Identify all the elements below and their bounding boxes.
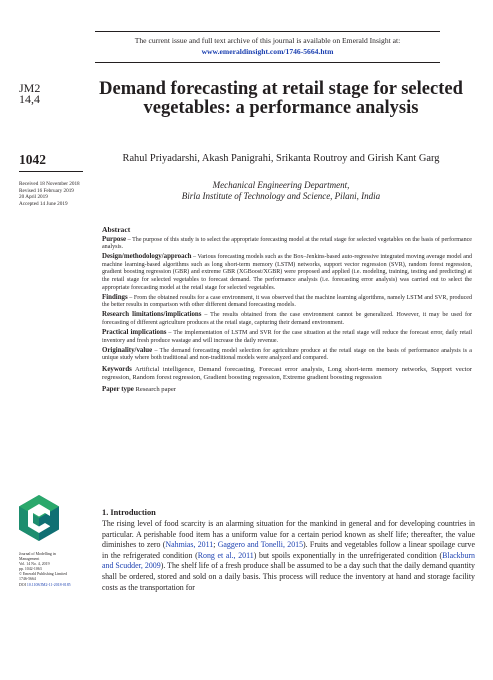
journal-issn: 1746-5664 xyxy=(19,577,36,582)
journal-volume: 14,4 xyxy=(19,92,40,106)
abstract-purpose xyxy=(102,236,472,252)
intro-text-4: ) but spoils exponentially in the unrefrigerated condition ( xyxy=(253,550,443,560)
journal-name-2: Management xyxy=(19,557,40,562)
originality-label: Originality/value xyxy=(102,346,153,354)
purpose-text: – The purpose of this study is to select the appropriate forecasting model at the retail stage for selected vegetables on the basis of performance analysis. xyxy=(102,236,472,251)
intro-text-3: ). Fruits and vegetables follow a linear spoilage curve in the refrigerated condition ( xyxy=(102,540,475,560)
limitations-label: Research limitations/implications xyxy=(102,311,202,319)
findings-text: – From the obtained results for a case environment, it was observed that the machine learning algorithms, namely LSTM and SVR, produced the better results in comparison with other different demand forecasting models. xyxy=(102,294,472,309)
journal-link[interactable]: www.emeraldinsight.com/1746-5664.htm xyxy=(201,47,334,56)
affiliation-institute: Birla Institute of Technology and Science, Pilani, India xyxy=(181,191,381,201)
doi-line xyxy=(19,583,81,588)
limitations-text: – The results obtained from the case environment cannot be generalized. However, it may be used for forecasting of different agriculture produces at the retail stage, capturing their demand environment. xyxy=(102,312,472,327)
paper-type-label: Paper type xyxy=(102,385,134,393)
doi-link[interactable]: 10.1108/JM2-11-2018-0185 xyxy=(26,582,71,587)
journal-code-block xyxy=(19,83,83,105)
journal-name: Journal of Modelling in xyxy=(19,552,56,556)
affiliation-department: Mechanical Engineering Department, xyxy=(212,180,350,190)
keywords-text: Artificial intelligence, Demand forecasting, Forecast error analysis, Long short-term memory networks, Support vector regression, Random forest regression, Gradient boosting regression, Extreme gradient boosting regression xyxy=(102,366,472,382)
paper-type-text: Research paper xyxy=(133,385,176,393)
affiliation xyxy=(96,180,466,202)
publisher-logo-icon xyxy=(19,495,59,541)
journal-pages: pp. 1042-1063 xyxy=(19,567,42,572)
abstract xyxy=(102,226,472,395)
findings-label: Findings xyxy=(102,293,128,301)
banner-text: The current issue and full text archive of this journal is available on Emerald Insight at: xyxy=(134,36,401,45)
abstract-findings xyxy=(102,294,472,310)
citation-link[interactable]: Blackburn and Scudder, 2009 xyxy=(102,550,475,571)
journal-info xyxy=(19,552,81,588)
introduction-paragraph xyxy=(102,519,475,593)
design-text: – Various forecasting models such as the Box–Jenkins-based auto-regressive integrated moving average model and machine learning-based algorithms such as long short-term memory (LSTM) networks, support vector regression (SVR), random forest regression, gradient boosting regression (GBR) and extreme GBR (XGBoost/XGBR) were proposed and applied (i.e. modeling, training, testing and predicting) at the retail stage for selected vegetables to forecast demand. The performance analysis (i.e. forecasting error analysis) was carried out to select the appropriate forecasting model at the retail stage for selected vegetables. xyxy=(102,254,472,291)
journal-code: JM2 xyxy=(19,81,41,95)
citation-link[interactable]: Nahmias, 2011 xyxy=(165,540,214,550)
abstract-paper-type xyxy=(102,386,472,394)
journal-volume-issue: Vol. 14 No. 4, 2019 xyxy=(19,562,50,567)
abstract-heading: Abstract xyxy=(102,225,131,234)
citation-link[interactable]: Gaggero and Tonelli, 2015 xyxy=(217,540,304,550)
abstract-originality xyxy=(102,347,472,363)
history-dates xyxy=(19,181,83,207)
author-list: Rahul Priyadarshi, Akash Panigrahi, Srikanta Routroy and Girish Kant Garg xyxy=(122,153,440,164)
section-heading: 1. Introduction xyxy=(102,508,156,517)
abstract-limitations xyxy=(102,311,472,327)
originality-text: – The demand forecasting model selection for agriculture produce at the retail stage on the basis of performance analysis is a unique study where both traditional and non-traditional models were analyzed and compared. xyxy=(102,347,472,362)
sidebar-divider xyxy=(19,171,83,172)
paper-title: Demand forecasting at retail stage for selected vegetables: a performance analysis xyxy=(99,79,463,118)
journal-banner xyxy=(95,31,440,63)
abstract-keywords xyxy=(102,366,472,383)
purpose-label: Purpose xyxy=(102,235,127,243)
date-received: Received 18 November 2018 xyxy=(19,181,80,187)
citation-link[interactable]: Rong et al., 2011 xyxy=(197,550,254,560)
doi-label: DOI xyxy=(19,582,26,587)
abstract-practical xyxy=(102,329,472,345)
page-number: 1042 xyxy=(19,152,46,167)
journal-publisher: © Emerald Publishing Limited xyxy=(19,572,68,577)
practical-label: Practical implications xyxy=(102,329,167,337)
keywords-label: Keywords xyxy=(102,366,132,373)
abstract-design xyxy=(102,253,472,292)
intro-text-1: The rising level of food scarcity is an alarming situation for the mankind in general and for developing countries in particular. A perishable food item has a uniform value for a certain period known as shelf life; thereafter, the value diminishes to zero ( xyxy=(102,519,475,550)
intro-text-2: ; xyxy=(213,540,218,550)
practical-text: – The implementation of LSTM and SVR for the case situation at the retail stage will reduce the forecast error, daily retail inventory and fresh produce wastage and will increase the daily revenue. xyxy=(102,330,472,344)
date-revised-2: 20 April 2019 xyxy=(19,194,48,201)
design-label: Design/methodology/approach xyxy=(102,253,192,261)
date-revised: Revised 16 February 2019 xyxy=(19,187,74,194)
date-accepted: Accepted 14 June 2019 xyxy=(19,200,68,207)
intro-text-5: ). The shelf life of a fresh produce shall be assumed to be a day such that the daily demand quantity shall be ordered, stored and sold on a daily basis. This process will reduce the inventory at hand and storage facility costs as the transportation for xyxy=(102,561,475,592)
